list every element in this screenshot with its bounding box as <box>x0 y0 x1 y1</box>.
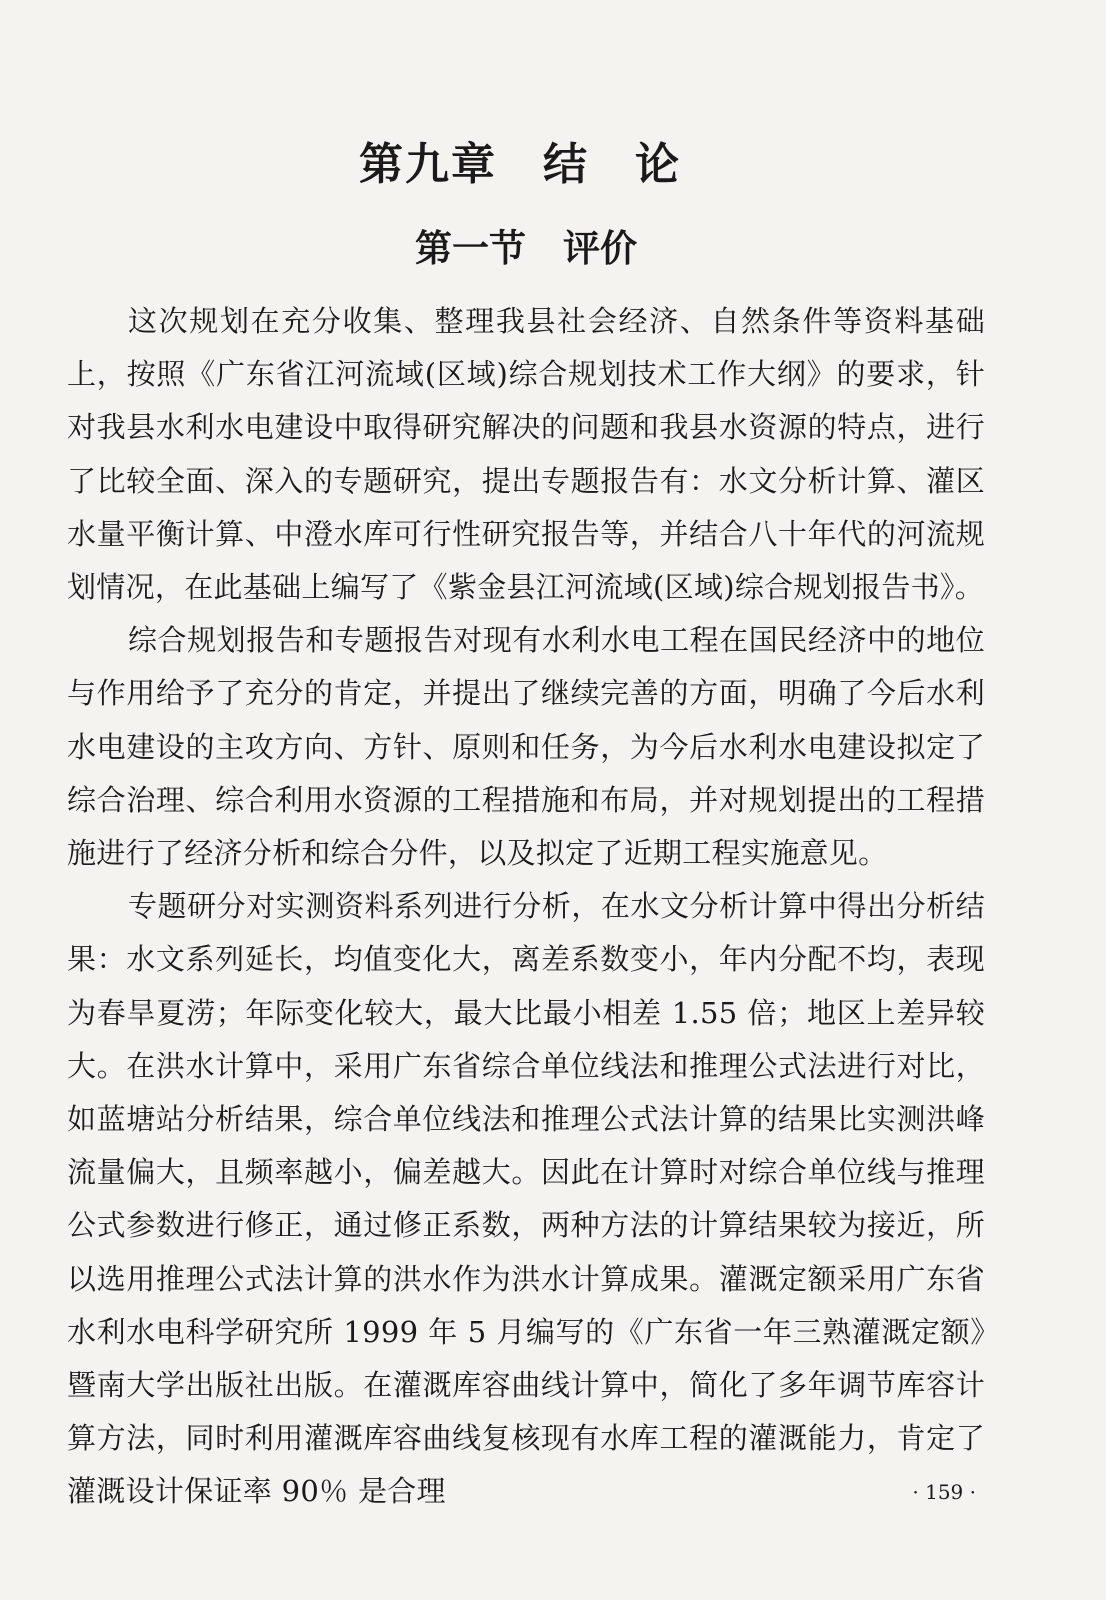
paragraph-report-summary: 综合规划报告和专题报告对现有水利水电工程在国民经济中的地位与作用给予了充分的肯定，并提出了继续完善的方面，明确了今后水利水电建设的主攻方向、方针、原则和任务，为今后水利水电建设拟定了综合治理、综合利用水资源的工程措施和布局，并对规划提出的工程措施进行了经济分析和综合分件，以及拟定了近期工程实施意见。 <box>67 623 985 871</box>
section-title: 第一节 评价 <box>415 227 637 270</box>
body-text <box>67 295 985 1519</box>
page-number: · 159 · <box>912 1480 976 1504</box>
paragraph-evaluation-intro: 这次规划在充分收集、整理我县社会经济、自然条件等资料基础上，按照《广东省江河流域(区域)综合规划技术工作大纲》的要求，针对我县水利水电建设中取得研究解决的问题和我县水资源的特点，进行了比较全面、深入的专题研究，提出专题报告有：水文分析计算、灌区水量平衡计算、中澄水库可行性研究报告等，并结合八十年代的河流规划情况，在此基础上编写了《紫金县江河流域(区域)综合规划报告书》。 <box>67 304 985 605</box>
paragraph-hydrology-analysis: 专题研分对实测资料系列进行分析，在水文分析计算中得出分析结果：水文系列延长，均值变化大，离差系数变小，年内分配不均，表现为春旱夏涝；年际变化较大，最大比最小相差 1.55 倍；地区上差异较大。在洪水计算中，采用广东省综合单位线法和推理公式法进行对比，如蓝塘站分析结果，综合单位线法和推理公式法计算的结果比实测洪峰流量偏大，且频率越小，偏差越大。因此在计算时对综合单位线与推理公式参数进行修正，通过修正系数，两种方法的计算结果较为接近，所以选用推理公式法计算的洪水作为洪水计算成果。灌溉定额采用广东省水利水电科学研究所 1999 年 5 月编写的《广东省一年三熟灌溉定额》暨南大学出版社出版。在灌溉库容曲线计算中，简化了多年调节库容计算方法，同时利用灌溉库容曲线复核现有水库工程的灌溉能力，肯定了灌溉设计保证率 90％ 是合理 <box>67 889 985 1509</box>
chapter-title: 第九章 结 论 <box>359 139 681 190</box>
